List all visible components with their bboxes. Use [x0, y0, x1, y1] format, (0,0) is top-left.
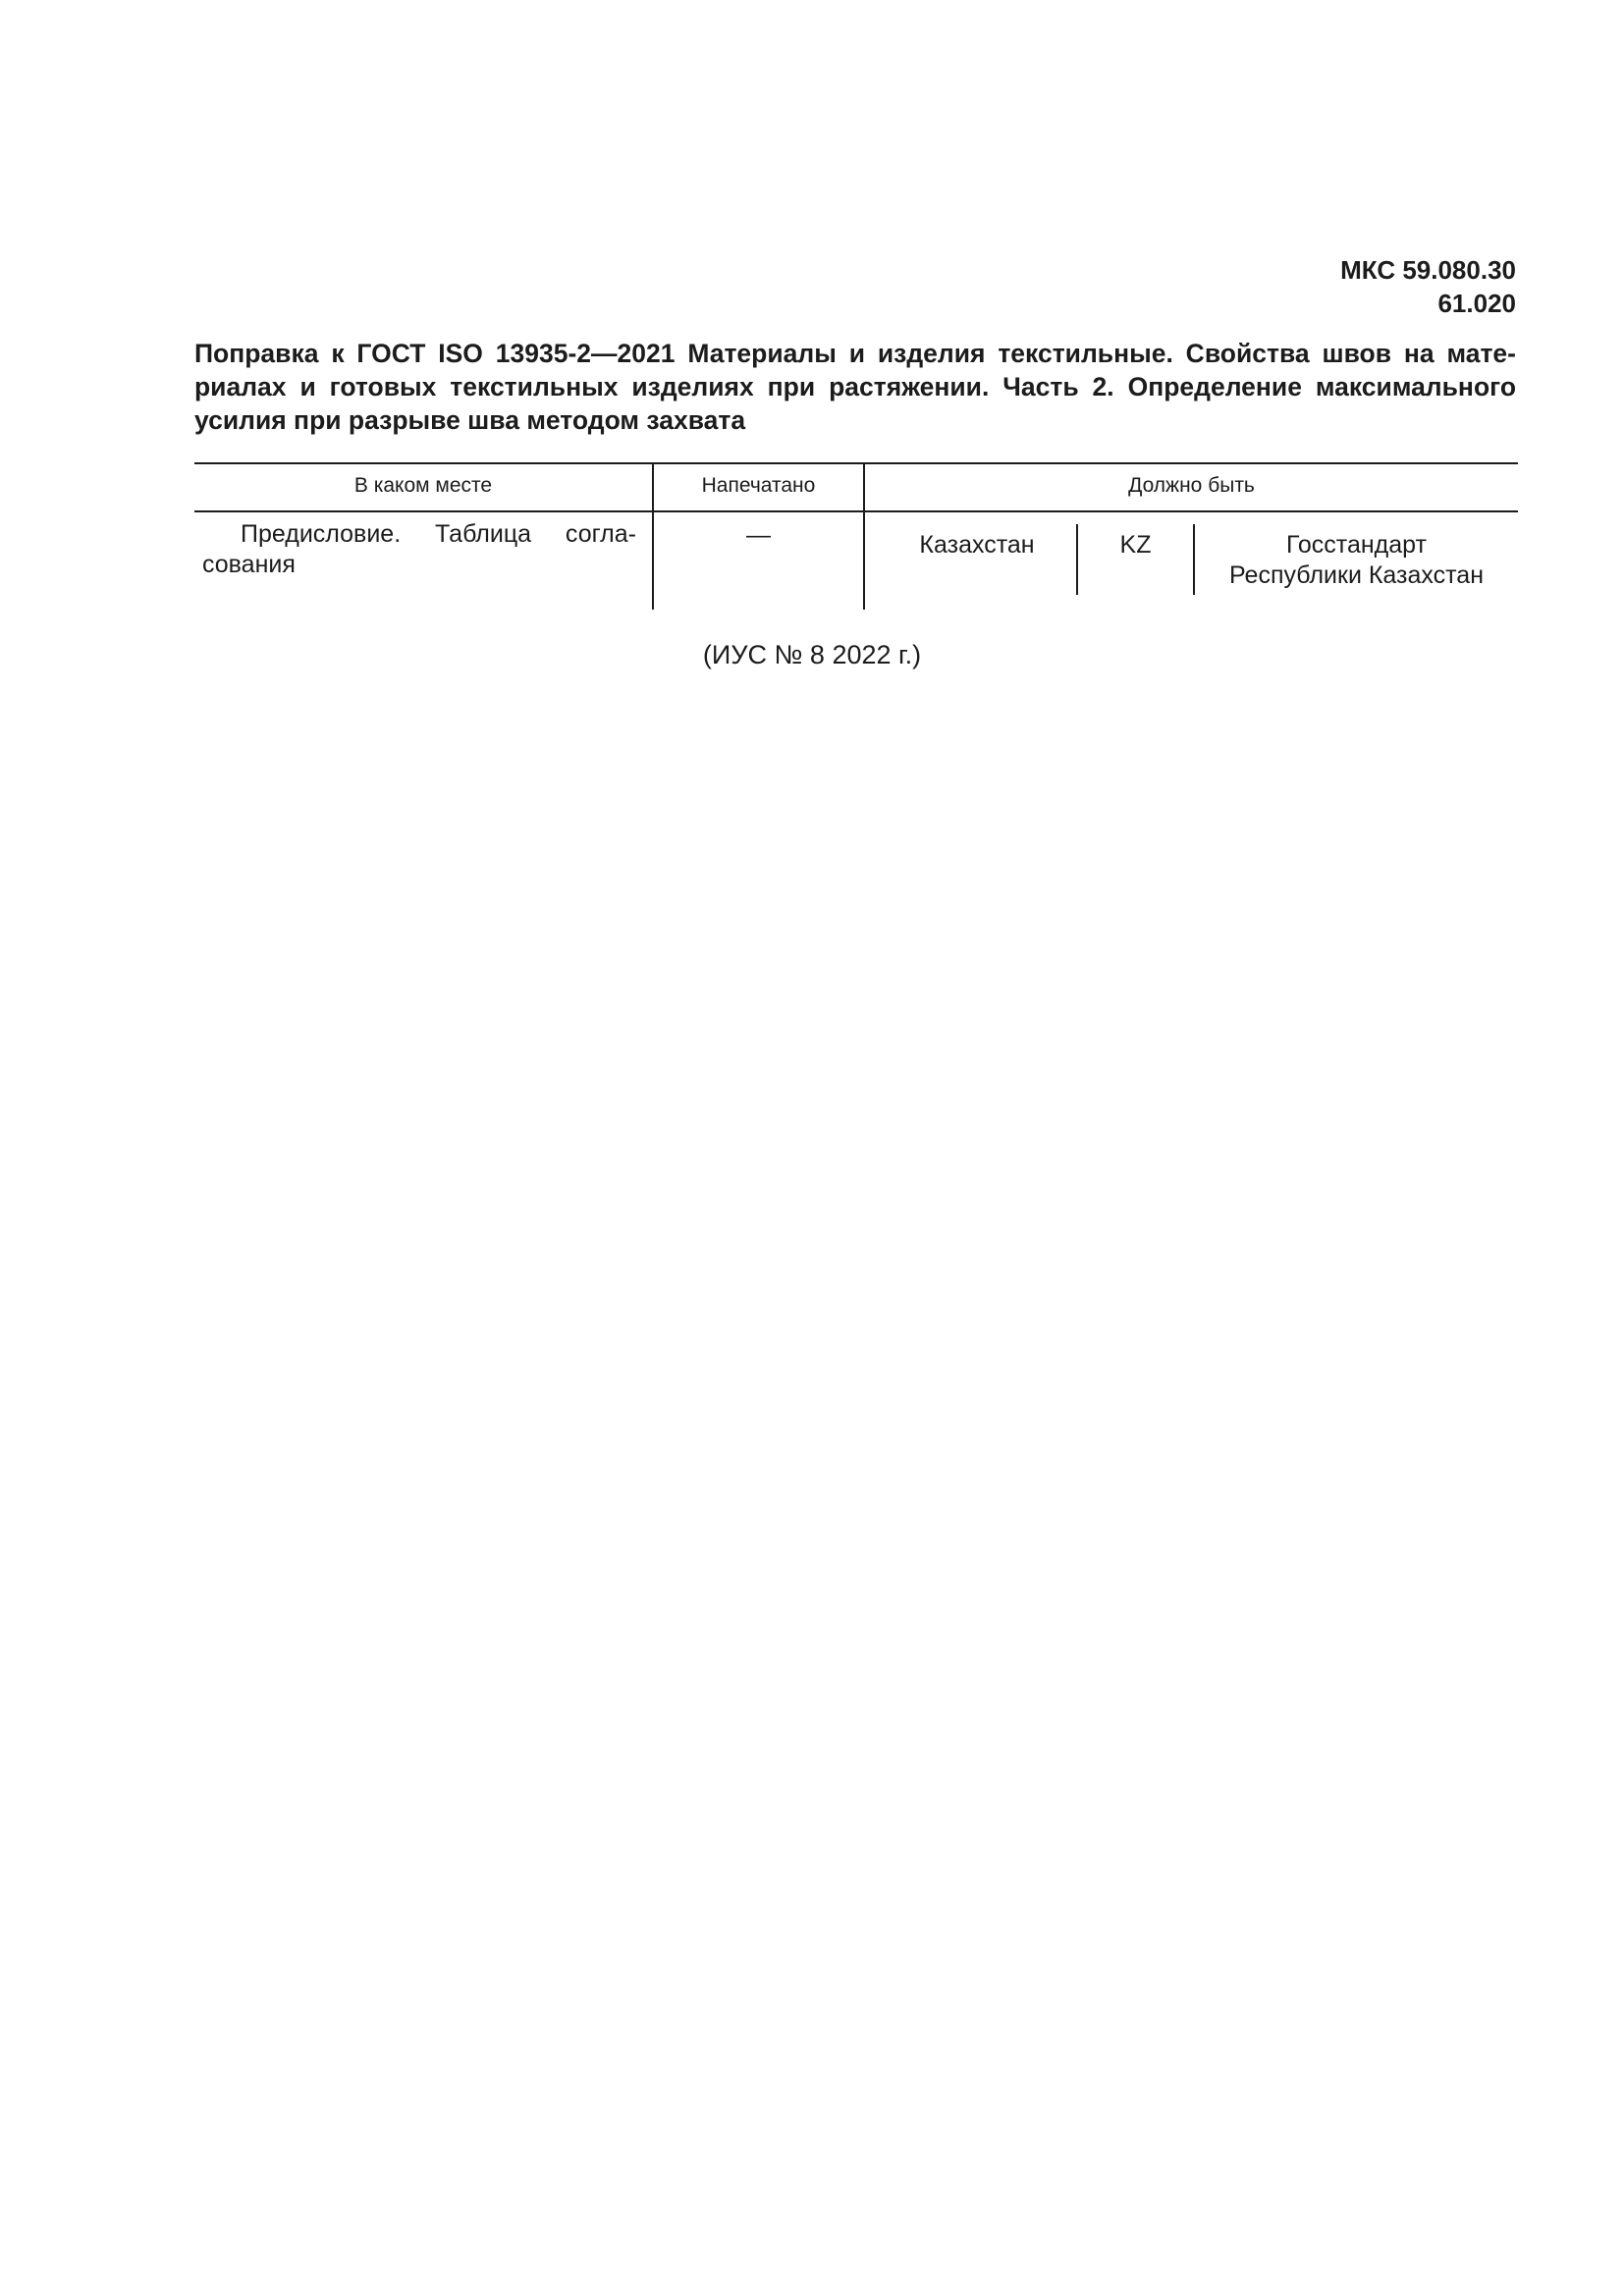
cell-place: Предисловие. Таблица согла-сования [202, 520, 636, 578]
document-title: Поправка к ГОСТ ISO 13935-2—2021 Материалы и изделия текстильные. Свойства швов на мате-риалах и готовых текстильных изделиях при растяжении. Часть 2. Определение максимального усилия при разрыве шва методом захвата [194, 339, 1516, 435]
mks-codes [1340, 253, 1516, 320]
header-place: В каком месте [353, 474, 493, 497]
organization-line-2: Республики Казахстан [1228, 561, 1485, 589]
ius-reference: (ИУС № 8 2022 г.) [702, 640, 922, 669]
cell-country: Казахстан [919, 531, 1035, 559]
cell-country-code: KZ [1119, 531, 1152, 559]
mks-code-primary: МКС 59.080.30 [1340, 255, 1516, 285]
header-should-be: Должно быть [1128, 474, 1255, 497]
table-top-border [194, 462, 1518, 464]
header-printed: Напечатано [701, 474, 816, 497]
cell-printed: — [746, 521, 771, 549]
table-header-border [194, 510, 1518, 512]
organization-line-1: Госстандарт [1286, 531, 1427, 559]
cell-organization [1195, 530, 1518, 591]
mks-code-secondary: 61.020 [1437, 289, 1516, 318]
